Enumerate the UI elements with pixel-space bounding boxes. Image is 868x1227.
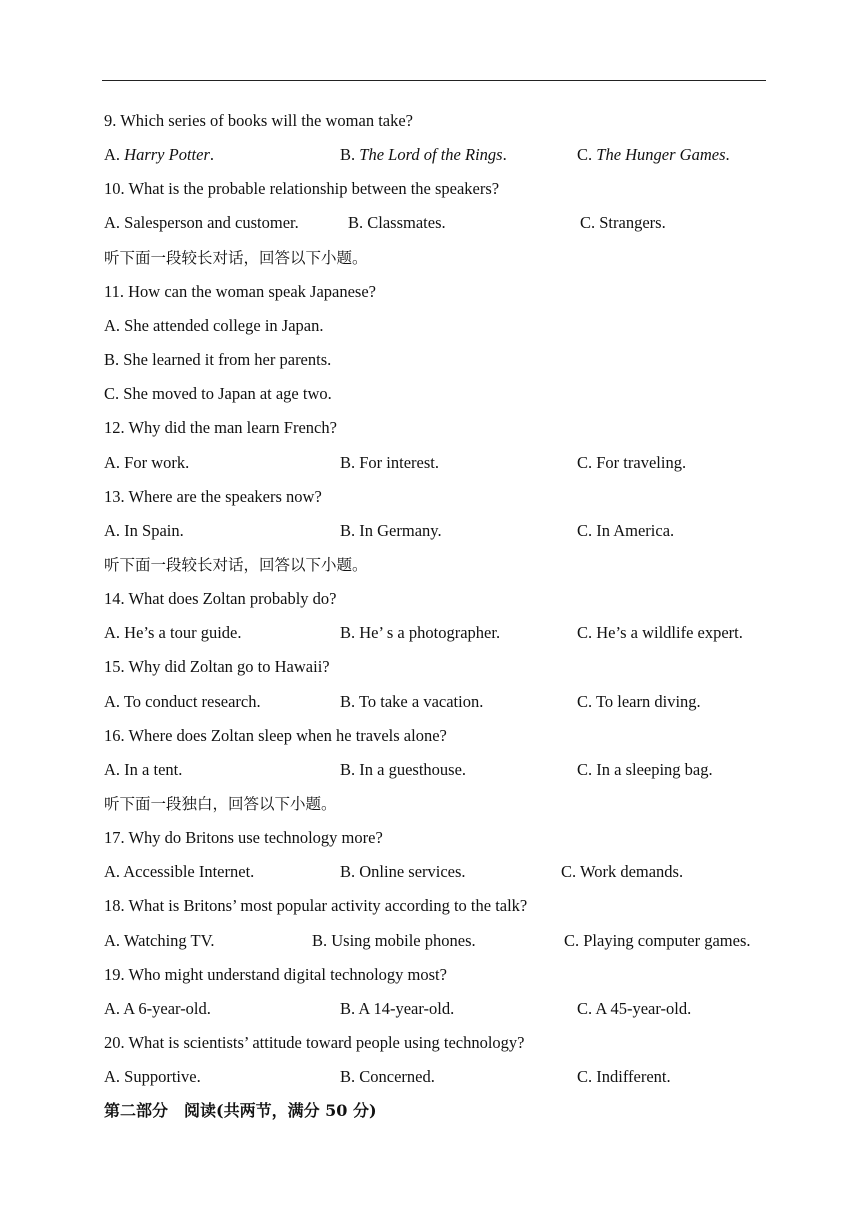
option-text: C. A 45-year-old.	[577, 998, 692, 1018]
question-text: 18. What is Britons’ most popular activity according to the talk?	[104, 896, 528, 916]
answer-option	[577, 996, 691, 1022]
question-text: 17. Why do Britons use technology more?	[104, 828, 383, 848]
question-text: 19. Who might understand digital technology most?	[104, 964, 447, 984]
option-row	[104, 210, 784, 236]
option-punct: .	[209, 145, 214, 165]
answer-option	[577, 450, 686, 476]
option-text: A. Salesperson and customer.	[104, 213, 299, 233]
option-row	[104, 620, 784, 646]
option-text: B. Classmates.	[348, 213, 446, 233]
option-row	[104, 928, 784, 954]
option-text: A. Supportive.	[104, 1067, 201, 1087]
answer-option	[348, 210, 446, 236]
question-text: 10. What is the probable relationship between the speakers?	[104, 179, 500, 199]
option-row	[104, 689, 784, 715]
option-title: The Lord of the Rings	[359, 145, 503, 165]
answer-option	[564, 928, 751, 954]
section-instruction: 听下面一段独白，回答以下小题。	[104, 795, 337, 813]
answer-option	[340, 450, 439, 476]
option-text: C. For traveling.	[577, 452, 687, 472]
answer-option	[104, 996, 211, 1022]
question-text: 9. Which series of books will the woman take?	[104, 111, 413, 130]
answer-option	[340, 996, 454, 1022]
question-text: A. She attended college in Japan.	[104, 315, 324, 335]
option-row	[104, 1064, 784, 1090]
answer-option	[340, 1064, 435, 1090]
question-text: C. She moved to Japan at age two.	[104, 384, 332, 404]
answer-option	[577, 1064, 671, 1090]
option-text: B. He’ s a photographer.	[340, 623, 501, 643]
answer-option	[104, 142, 214, 168]
answer-option	[577, 142, 730, 168]
option-text: C. In America.	[577, 520, 675, 540]
question-text: 16. Where does Zoltan sleep when he travels alone?	[104, 725, 447, 745]
option-text: B. To take a vacation.	[340, 691, 484, 711]
answer-option	[104, 1064, 201, 1090]
answer-option	[577, 620, 743, 646]
option-title: Harry Potter	[124, 145, 210, 165]
option-text: C. Indifferent.	[577, 1067, 671, 1087]
question-text: 15. Why did Zoltan go to Hawaii?	[104, 657, 330, 677]
answer-option	[340, 757, 466, 783]
option-text: C. Work demands.	[561, 862, 684, 882]
option-punct: .	[502, 145, 507, 165]
question-text: 13. Where are the speakers now?	[104, 486, 322, 506]
option-row	[104, 518, 784, 544]
option-text: A. In a tent.	[104, 759, 183, 779]
answer-option	[340, 620, 500, 646]
answer-option	[340, 859, 466, 885]
option-text: C. He’s a wildlife expert.	[577, 623, 743, 643]
option-text: A. A 6-year-old.	[104, 998, 211, 1018]
question-text: 11. How can the woman speak Japanese?	[104, 281, 377, 301]
option-punct: .	[725, 145, 730, 165]
answer-option	[312, 928, 476, 954]
answer-option	[104, 450, 189, 476]
option-text: A. For work.	[104, 452, 190, 472]
option-text: B. In a guesthouse.	[340, 759, 467, 779]
answer-option	[340, 142, 507, 168]
answer-option	[104, 620, 241, 646]
option-text: C.	[577, 145, 597, 165]
section-instruction: 听下面一段较长对话，回答以下小题。	[104, 248, 368, 267]
option-title: The Hunger Games	[596, 145, 726, 165]
answer-option	[577, 689, 701, 715]
answer-option	[104, 689, 261, 715]
option-text: B. Concerned.	[340, 1067, 435, 1087]
question-text: 14. What does Zoltan probably do?	[104, 589, 337, 609]
option-text: B. Online services.	[340, 862, 466, 882]
answer-option	[104, 210, 299, 236]
answer-option	[561, 859, 683, 885]
question-text: B. She learned it from her parents.	[104, 350, 332, 370]
option-row	[104, 757, 784, 783]
answer-option	[340, 689, 483, 715]
answer-option	[580, 210, 666, 236]
section-instruction: 听下面一段较长对话，回答以下小题。	[104, 555, 368, 574]
header-rule	[102, 80, 766, 81]
option-text: C. Playing computer games.	[564, 930, 751, 950]
answer-option	[104, 859, 254, 885]
answer-option	[340, 518, 442, 544]
option-text: A. Accessible Internet.	[104, 862, 255, 882]
option-row	[104, 450, 784, 476]
answer-option	[104, 928, 215, 954]
option-text: C. Strangers.	[580, 213, 666, 233]
option-text: B.	[340, 145, 360, 165]
question-text: 20. What is scientists’ attitude toward people using technology?	[104, 1033, 525, 1053]
answer-option	[104, 518, 184, 544]
option-text: C. To learn diving.	[577, 691, 701, 711]
answer-option	[577, 757, 713, 783]
part-heading: 第二部分 阅读(共两节，满分 50 分)	[104, 1101, 377, 1121]
option-row	[104, 859, 784, 885]
option-row	[104, 996, 784, 1022]
option-text: A. He’s a tour guide.	[104, 623, 242, 643]
question-text: 12. Why did the man learn French?	[104, 418, 337, 438]
answer-option	[577, 518, 674, 544]
option-text: B. Using mobile phones.	[312, 930, 476, 950]
option-text: B. A 14-year-old.	[340, 998, 455, 1018]
option-text: B. In Germany.	[340, 520, 442, 540]
option-text: A.	[104, 145, 125, 165]
option-text: B. For interest.	[340, 452, 439, 472]
answer-option	[104, 757, 182, 783]
option-text: A. Watching TV.	[104, 930, 215, 950]
option-row	[104, 142, 784, 168]
option-text: A. To conduct research.	[104, 691, 261, 711]
option-text: C. In a sleeping bag.	[577, 759, 713, 779]
option-text: A. In Spain.	[104, 520, 184, 540]
